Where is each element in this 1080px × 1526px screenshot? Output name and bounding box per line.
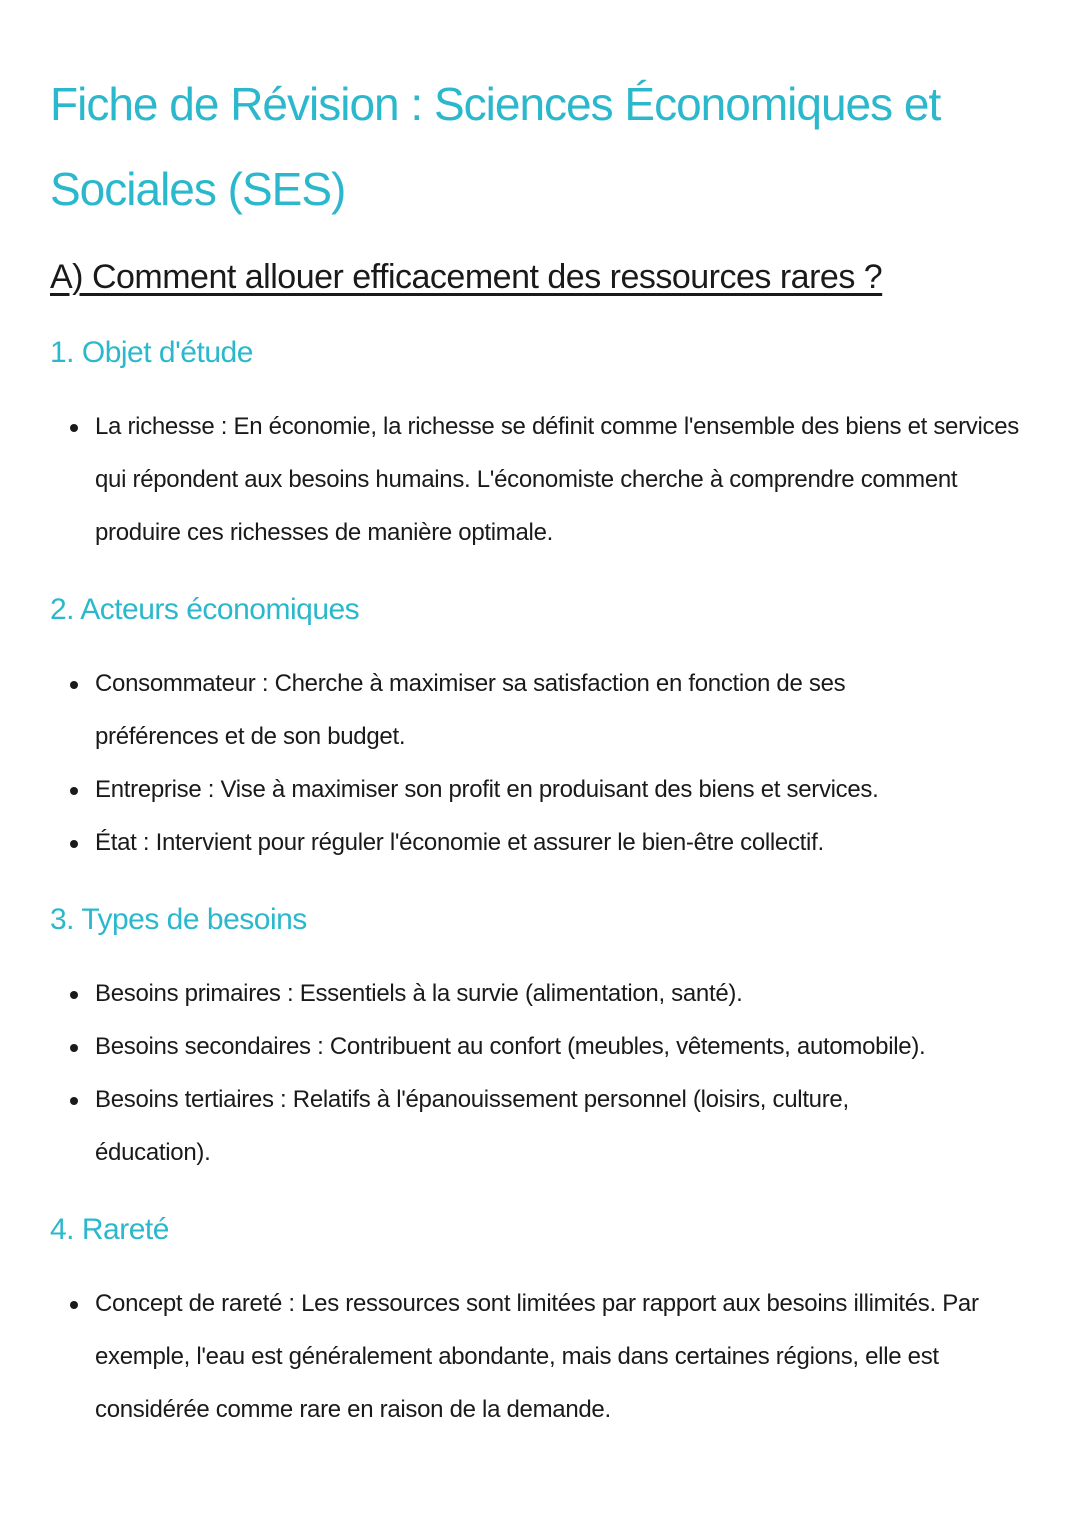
list-item: État : Intervient pour réguler l'économie et assurer le bien-être collectif. <box>95 816 1030 869</box>
bullet-list <box>50 967 1030 1179</box>
list-item: Entreprise : Vise à maximiser son profit en produisant des biens et services. <box>95 763 1030 816</box>
subsection-heading: 3. Types de besoins <box>50 903 307 936</box>
list-item: Besoins tertiaires : Relatifs à l'épanouissement personnel (loisirs, culture, éducation). <box>95 1073 1030 1179</box>
bullet-list <box>50 400 1030 559</box>
list-item: Besoins primaires : Essentiels à la survie (alimentation, santé). <box>95 967 1030 1020</box>
subsection-heading: 1. Objet d'étude <box>50 336 253 369</box>
list-item: Besoins secondaires : Contribuent au confort (meubles, vêtements, automobile). <box>95 1020 1030 1073</box>
bullet-list <box>50 1277 1030 1436</box>
page-title: Fiche de Révision : Sciences Économiques et Sociales (SES) <box>50 78 941 215</box>
subsection-heading: 2. Acteurs économiques <box>50 593 360 626</box>
bullet-list <box>50 657 1030 869</box>
subsection-heading: 4. Rareté <box>50 1213 169 1246</box>
list-item: Concept de rareté : Les ressources sont limitées par rapport aux besoins illimités. Par exemple, l'eau est généralement abondante, mais dans certaines régions, elle est considérée comme rare en raison de la demande. <box>95 1277 1030 1436</box>
revision-sheet <box>50 62 1030 1436</box>
list-item: Consommateur : Cherche à maximiser sa satisfaction en fonction de ses préférences et de son budget. <box>95 657 1030 763</box>
section-a-heading: A) Comment allouer efficacement des ressources rares ? <box>50 258 883 296</box>
list-item: La richesse : En économie, la richesse se définit comme l'ensemble des biens et services qui répondent aux besoins humains. L'économiste cherche à comprendre comment produire ces richesses de manière optimale. <box>95 400 1030 559</box>
